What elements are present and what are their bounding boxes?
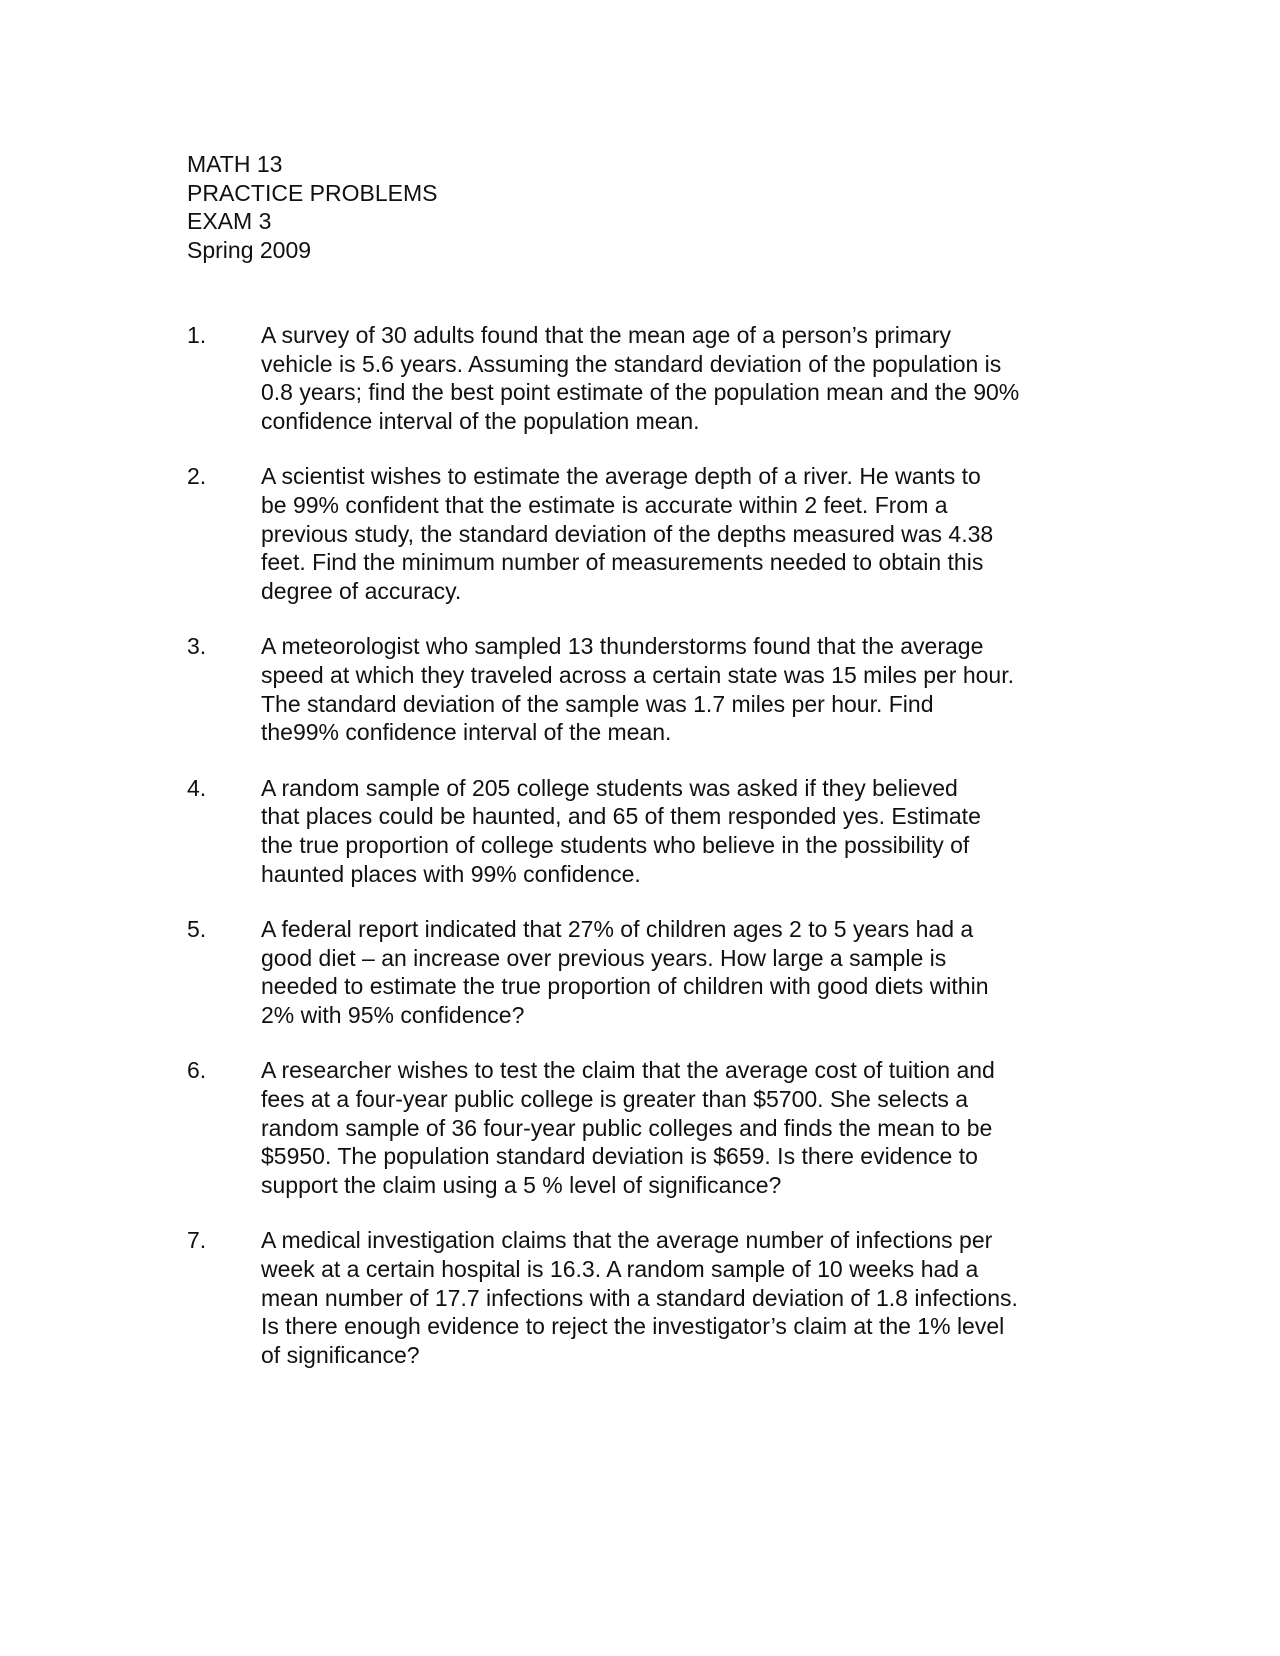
- problem-3: [187, 632, 1087, 746]
- problem-line: fees at a four-year public college is greater than $5700. She selects a: [261, 1086, 969, 1113]
- problem-line: 2% with 95% confidence?: [261, 1001, 525, 1028]
- problem-line: of significance?: [261, 1341, 420, 1368]
- problem-line: the true proportion of college students who believe in the possibility of: [261, 831, 970, 858]
- problem-line: support the claim using a 5 % level of significance?: [261, 1171, 782, 1198]
- problem-line: A scientist wishes to estimate the average depth of a river. He wants to: [261, 463, 981, 490]
- problem-text: [261, 462, 1081, 605]
- problem-line: be 99% confident that the estimate is accurate within 2 feet. From a: [261, 491, 948, 518]
- document-header: [187, 150, 438, 264]
- problem-number: 3.: [187, 633, 207, 660]
- problem-line: good diet – an increase over previous years. How large a sample is: [261, 944, 947, 971]
- problem-line: A federal report indicated that 27% of children ages 2 to 5 years had a: [261, 916, 974, 943]
- problem-text: [261, 1056, 1081, 1199]
- problem-line: previous study, the standard deviation of the depths measured was 4.38: [261, 520, 994, 547]
- problem-1: [187, 321, 1087, 435]
- problem-line: mean number of 17.7 infections with a standard deviation of 1.8 infections.: [261, 1284, 1018, 1311]
- problem-number: 4.: [187, 774, 207, 801]
- problem-line: vehicle is 5.6 years. Assuming the standard deviation of the population is: [261, 350, 1002, 377]
- problem-5: [187, 915, 1087, 1029]
- problem-text: [261, 774, 1081, 888]
- problem-line: A meteorologist who sampled 13 thunderstorms found that the average: [261, 633, 984, 660]
- problem-number: 1.: [187, 322, 207, 348]
- problem-text: [261, 632, 1081, 746]
- problem-line: week at a certain hospital is 16.3. A random sample of 10 weeks had a: [261, 1256, 979, 1283]
- problem-line: that places could be haunted, and 65 of them responded yes. Estimate: [261, 803, 981, 830]
- problem-line: random sample of 36 four-year public colleges and finds the mean to be: [261, 1114, 993, 1141]
- problem-2: [187, 462, 1087, 605]
- problem-line: $5950. The population standard deviation is $659. Is there evidence to: [261, 1143, 978, 1170]
- term-label: Spring 2009: [187, 236, 312, 263]
- problem-line: speed at which they traveled across a certain state was 15 miles per hour.: [261, 661, 1015, 688]
- problem-6: [187, 1056, 1087, 1199]
- problem-number: 7.: [187, 1227, 207, 1254]
- problem-line: A survey of 30 adults found that the mean age of a person’s primary: [261, 322, 951, 348]
- problem-line: A researcher wishes to test the claim that the average cost of tuition and: [261, 1057, 995, 1084]
- problem-line: A medical investigation claims that the average number of infections per: [261, 1227, 993, 1254]
- problem-line: the99% confidence interval of the mean.: [261, 719, 672, 746]
- problem-line: needed to estimate the true proportion of children with good diets within: [261, 973, 989, 1000]
- problem-text: [261, 915, 1081, 1029]
- problem-text: [261, 321, 1081, 435]
- problem-number: 2.: [187, 463, 207, 490]
- problem-line: Is there enough evidence to reject the investigator’s claim at the 1% level: [261, 1313, 1005, 1340]
- problem-line: haunted places with 99% confidence.: [261, 860, 641, 887]
- problem-line: feet. Find the minimum number of measurements needed to obtain this: [261, 549, 984, 576]
- document-title: PRACTICE PROBLEMS: [187, 179, 438, 206]
- problem-line: 0.8 years; find the best point estimate of the population mean and the 90%: [261, 379, 1020, 406]
- problem-7: [187, 1226, 1087, 1369]
- problem-line: A random sample of 205 college students was asked if they believed: [261, 774, 958, 801]
- problem-line: confidence interval of the population mean.: [261, 407, 700, 434]
- problem-4: [187, 774, 1087, 888]
- problem-number: 6.: [187, 1057, 207, 1084]
- course-name: MATH 13: [187, 151, 283, 177]
- problem-text: [261, 1226, 1081, 1369]
- problem-list: [187, 321, 1087, 1396]
- problem-number: 5.: [187, 916, 207, 943]
- exam-label: EXAM 3: [187, 208, 272, 234]
- problem-line: degree of accuracy.: [261, 577, 462, 604]
- problem-line: The standard deviation of the sample was 1.7 miles per hour. Find: [261, 690, 934, 717]
